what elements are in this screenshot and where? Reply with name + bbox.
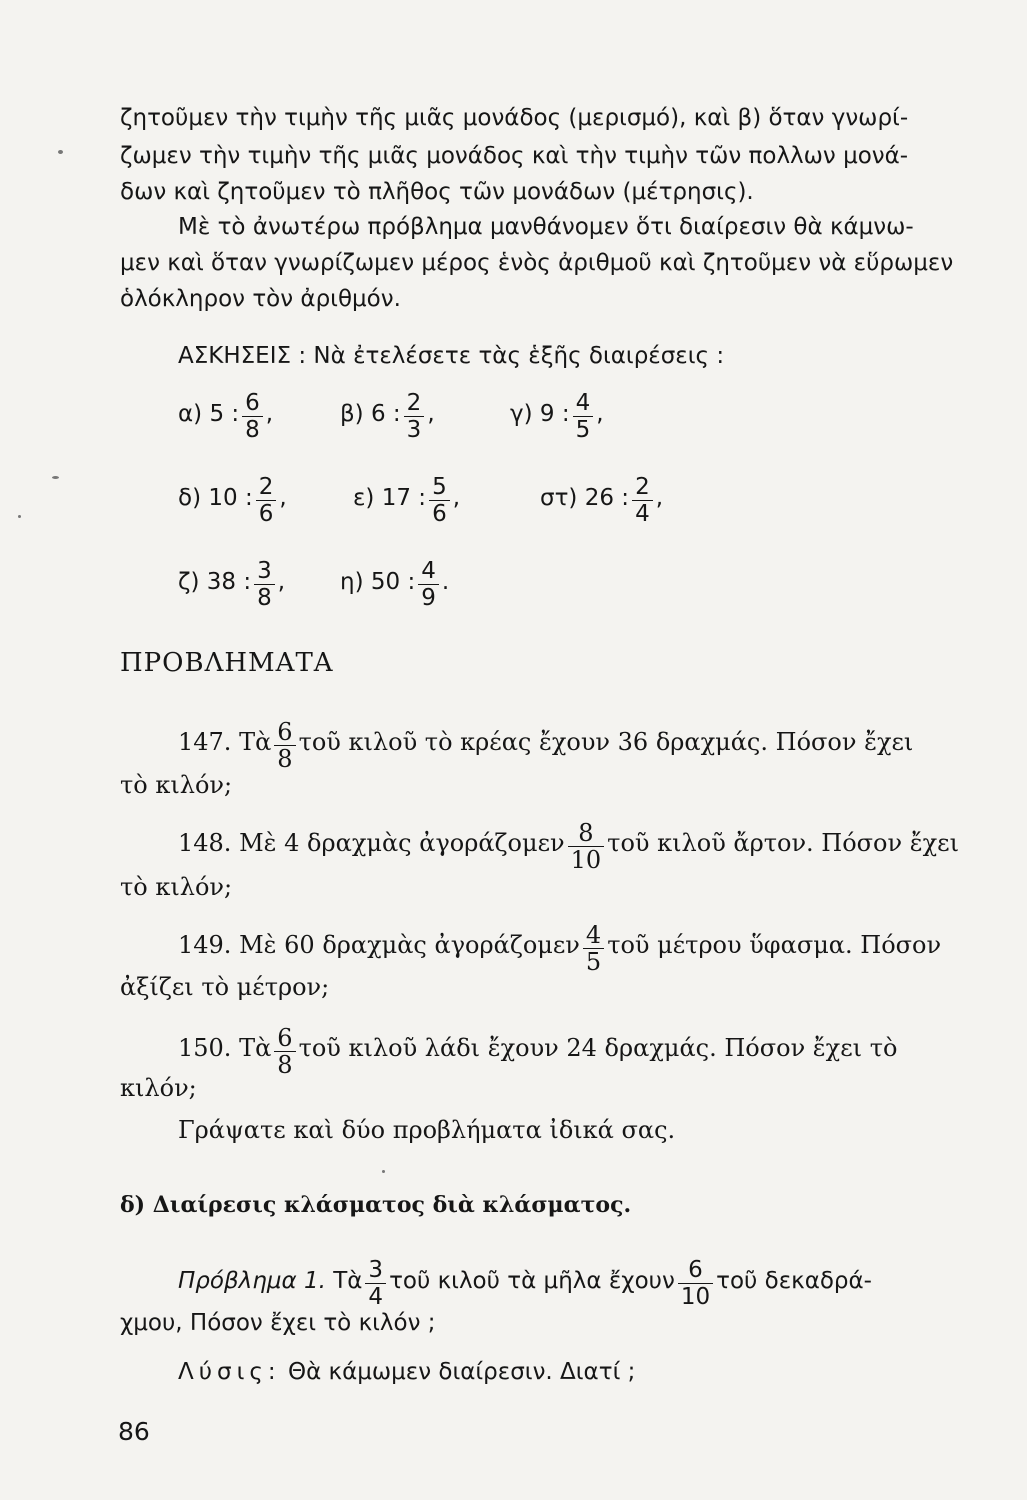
intro-line-6: ὁλόκληρον τὸν ἀριθμόν. (120, 286, 401, 312)
intro-line-1: ζητοῦμεν τὴν τιμὴν τῆς μιᾶς μονάδος (μερισμό), καὶ β) ὅταν γνωρί- (120, 105, 909, 131)
solution-label: Λύσις: (178, 1359, 281, 1385)
fraction: $\frac{5}{6}$ (429, 474, 450, 527)
fraction: $\frac{6}{10}$ (678, 1257, 713, 1310)
exercise-h: η) 50 : $\frac{4}{9}$ . (340, 558, 450, 611)
exercise-z: ζ) 38 : $\frac{3}{8}$ , (178, 558, 286, 611)
problem-150-cont: κιλόν; (120, 1074, 197, 1102)
fraction: $\frac{2}{4}$ (632, 474, 653, 527)
problem-147: 147. Τὰ $\frac{6}{8}$ τοῦ κιλοῦ τὸ κρέας ἔχουν 36 δραχμάς. Πόσον ἔχει (178, 718, 914, 773)
fraction: $\frac{2}{6}$ (256, 474, 277, 527)
exercise-b: β) 6 : $\frac{2}{3}$ , (340, 390, 435, 443)
solution-line (178, 1357, 635, 1387)
exercise-d: δ) 10 : $\frac{2}{6}$ , (178, 474, 287, 527)
problem-label: Πρόβλημα 1. (178, 1268, 326, 1294)
exercises-heading: ΑΣΚΗΣΕΙΣ : (178, 343, 307, 369)
exercise-a: α) 5 : $\frac{6}{8}$ , (178, 390, 274, 443)
fraction: $\frac{4}{5}$ (573, 390, 594, 443)
exercise-c: γ) 9 : $\frac{4}{5}$ , (510, 390, 604, 443)
problem-148-cont: τὸ κιλόν; (120, 873, 233, 901)
problem-148: 148. Μὲ 4 δραχμὰς ἀγοράζομεν $\frac{8}{10}$ τοῦ κιλοῦ ἄρτον. Πόσον ἔχει (178, 819, 959, 874)
fraction: $\frac{6}{8}$ (274, 719, 295, 772)
intro-line-4: Μὲ τὸ ἀνωτέρω πρόβλημα μανθάνομεν ὅτι διαίρεσιν θὰ κάμνω- (178, 214, 914, 240)
intro-line-3: δων καὶ ζητοῦμεν τὸ πλῆθος τῶν μονάδων (μέτρησις). (120, 179, 754, 205)
section-d-title: δ) Διαίρεσις κλάσματος διὰ κλάσματος. (120, 1192, 632, 1218)
margin-speck (52, 476, 59, 479)
fraction: $\frac{2}{3}$ (404, 390, 425, 443)
problem-150: 150. Τὰ $\frac{6}{8}$ τοῦ κιλοῦ λάδι ἔχουν 24 δραχμάς. Πόσον ἔχει τὸ (178, 1024, 898, 1079)
exercise-st: στ) 26 : $\frac{2}{4}$ , (540, 474, 664, 527)
exercise-e: ε) 17 : $\frac{5}{6}$ , (353, 474, 461, 527)
margin-speck (18, 515, 21, 518)
problems-heading: ΠΡΟΒΛΗΜΑΤΑ (120, 648, 334, 678)
fraction: $\frac{4}{9}$ (418, 558, 439, 611)
section-d-problem-1: Πρόβλημα 1. Τὰ $\frac{3}{4}$ τοῦ κιλοῦ τὰ μῆλα ἔχουν $\frac{6}{10}$ τοῦ δεκαδρά- (178, 1257, 872, 1310)
fraction: $\frac{6}{8}$ (242, 390, 263, 443)
page-number: 86 (118, 1417, 150, 1446)
section-d-problem-1-cont: χμου, Πόσον ἔχει τὸ κιλόν ; (120, 1310, 436, 1336)
fraction: $\frac{8}{10}$ (568, 820, 605, 873)
fraction: $\frac{3}{4}$ (365, 1257, 386, 1310)
problem-149: 149. Μὲ 60 δραχμὰς ἀγοράζομεν $\frac{4}{5}$ τοῦ μέτρου ὕφασμα. Πόσον (178, 921, 942, 976)
fraction: $\frac{3}{8}$ (254, 558, 275, 611)
exercises-instruction: Νὰ ἐτελέσετε τὰς ἑξῆς διαιρέσεις : (313, 343, 725, 369)
intro-line-2: ζωμεν τὴν τιμὴν τῆς μιᾶς μονάδος καὶ τὴν τιμὴν τῶν πολλων μονά- (120, 143, 909, 169)
margin-speck (58, 150, 63, 154)
write-own-problems: Γράψατε καὶ δύο προβλήματα ἰδικά σας. (178, 1116, 676, 1144)
solution-text: Θὰ κάμωμεν διαίρεσιν. Διατί ; (287, 1359, 636, 1385)
intro-line-5: μεν καὶ ὅταν γνωρίζωμεν μέρος ἑνὸς ἀριθμοῦ καὶ ζητοῦμεν νὰ εὕρωμεν (120, 250, 954, 276)
fraction: $\frac{6}{8}$ (274, 1025, 295, 1078)
problem-149-cont: ἀξίζει τὸ μέτρον; (120, 973, 330, 1001)
fraction: $\frac{4}{5}$ (583, 922, 604, 975)
print-speck (382, 1170, 385, 1173)
problem-147-cont: τὸ κιλόν; (120, 771, 233, 799)
exercises-heading-line (178, 341, 724, 371)
